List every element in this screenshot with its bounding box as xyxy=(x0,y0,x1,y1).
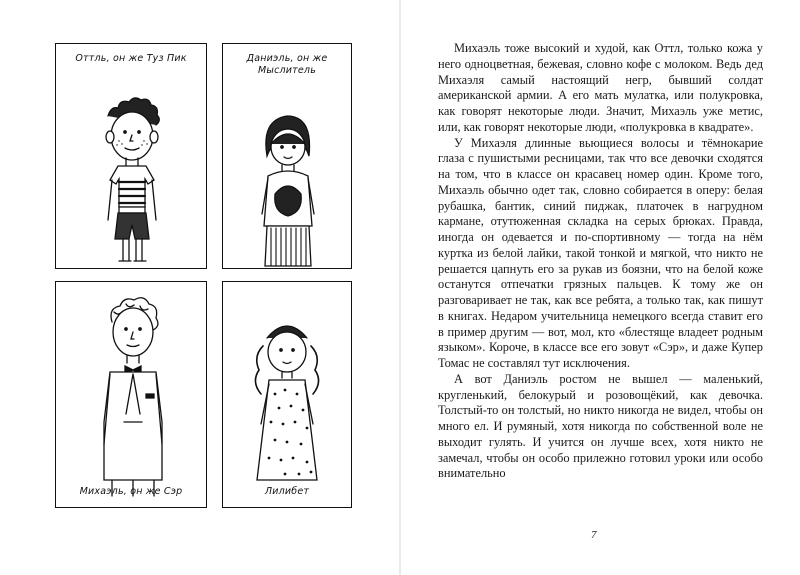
caption-lilibet: Лилибет xyxy=(264,486,310,497)
illustration-daniel xyxy=(222,43,352,269)
book-gutter xyxy=(399,0,401,575)
paragraph-1: Михаэль тоже высокий и худой, как Оттл, только кожа у него одноцветная, бежевая, словно кофе с молоком. Ведь дед Михаэля самый настоящий негр, бывший солдат американской армии. А его мать мулатка, или полукровка, как говорят некоторые люди. Значит, Михаэль уже метис, или, как говорят некоторые люди, «полукровка в квадрате». xyxy=(438,41,763,134)
illustration-ottl xyxy=(55,43,207,269)
ottl-drawing xyxy=(56,44,206,268)
page-number: 7 xyxy=(591,529,597,541)
paragraph-3: А вот Даниэль ростом не вышел — маленький, кругленький, белокурый и розовощёкий, как девочка. Толстый-то он толстый, но никто никогда не видел, чтобы он много ел. И румяный, хотя никогда по собственной воле не выходит гулять. И учится он лучше всех, хотя никто не замечал, чтобы он особо прилежно готовил уроки или особо внимательно xyxy=(438,371,763,481)
illustration-mikhael xyxy=(55,281,207,508)
lilibet-drawing xyxy=(223,282,351,507)
paragraph-2: У Михаэля длинные вьющиеся волосы и тёмнокарие глаза с пушистыми ресницами, так что все девочки сходятся на том, что в классе он красавец номер один. Кроме того, Михаэль обычно одет так, словно собирается в оперу: белая рубашка, бантик, синий пиджак, платочек в нагрудном кармане, отутюженная складка на серых брюках. Правда, иногда он одевается и по-спортивному — тогда на нём куртка из белой лайки, такой тонкой и мягкой, что никто не решается цапнуть его за рукав из боязни, что на белой коже останутся отпечатки грязных пальцев. К тому же он разговаривает не так, как все ребята, а только так, как пишут в книгах. Недаром учительница немецкого всегда ставит его в пример другим — вот, мол, кто «блестяще владеет родным языком». Короче, в классе все его зовут «Сэр», и даже Купер Томас не составлял тут исключения. xyxy=(438,135,763,370)
caption-ottl: Оттль, он же Туз Пик xyxy=(75,53,187,64)
caption-mikhael: Михаэль, он же Сэр xyxy=(79,486,183,497)
daniel-drawing xyxy=(223,44,351,268)
mikhael-drawing xyxy=(56,282,206,507)
illustration-lilibet xyxy=(222,281,352,508)
page-text xyxy=(438,41,763,482)
caption-daniel-line2: Мыслитель xyxy=(257,65,317,76)
caption-daniel-line1: Даниэль, он же xyxy=(246,53,328,64)
